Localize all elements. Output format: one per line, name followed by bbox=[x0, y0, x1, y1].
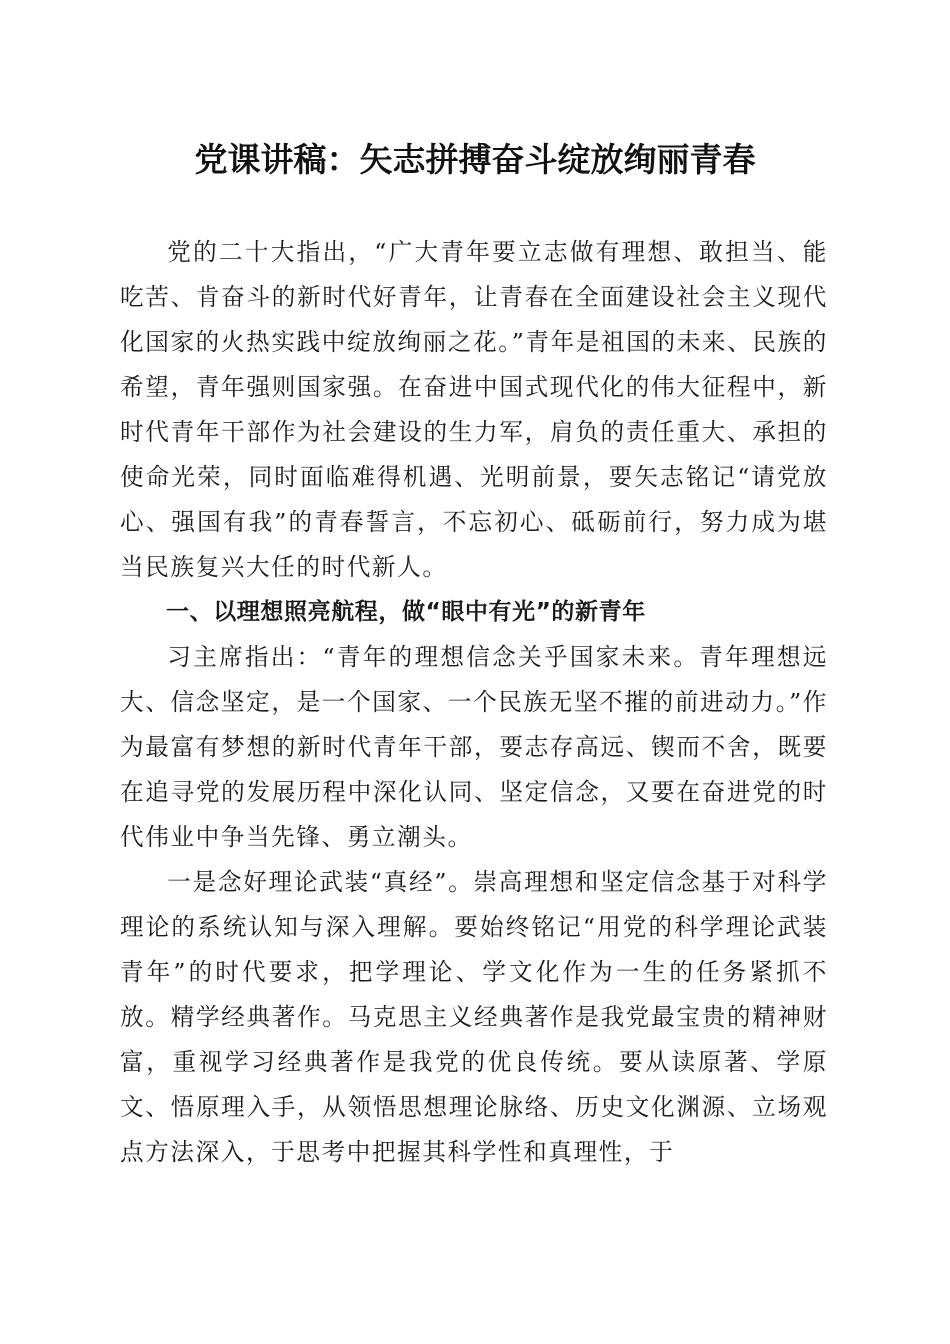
document-title: 党课讲稿：矢志拼搏奋斗绽放绚丽青春 bbox=[194, 140, 756, 179]
section-heading-1: 一、以理想照亮航程，做“眼中有光”的新青年 bbox=[166, 599, 646, 625]
document-body bbox=[120, 230, 828, 1175]
paragraph-quote: 习主席指出：“青年的理想信念关乎国家未来。青年理想远大、信念坚定，是一个国家、一个民族无坚不摧的前进动力。”作为最富有梦想的新时代青年干部，要志存高远、锲而不舍，既要在追寻党的发展历程中深化认同、坚定信念，又要在奋进党的时代伟业中争当先锋、勇立潮头。 bbox=[120, 643, 828, 851]
paragraph-intro: 党的二十大指出，“广大青年要立志做有理想、敢担当、能吃苦、肯奋斗的新时代好青年，让青春在全面建设社会主义现代化国家的火热实践中绽放绚丽之花。”青年是祖国的未来、民族的希望，青年强则国家强。在奋进中国式现代化的伟大征程中，新时代青年干部作为社会建设的生力军，肩负的责任重大、承担的使命光荣，同时面临难得机遇、光明前景，要矢志铭记“请党放心、强国有我”的青春誓言，不忘初心、砥砺前行，努力成为堪当民族复兴大任的时代新人。 bbox=[120, 238, 828, 581]
paragraph-point-1: 一是念好理论武装“真经”。崇高理想和坚定信念基于对科学理论的系统认知与深入理解。要始终铭记“用党的科学理论武装青年”的时代要求，把学理论、学文化作为一生的任务紧抓不放。精学经典著作。马克思主义经典著作是我党最宝贵的精神财富，重视学习经典著作是我党的优良传统。要从读原著、学原文、悟原理入手，从领悟思想理论脉络、历史文化渊源、立场观点方法深入，于思考中把握其科学性和真理性，于 bbox=[120, 868, 828, 1166]
